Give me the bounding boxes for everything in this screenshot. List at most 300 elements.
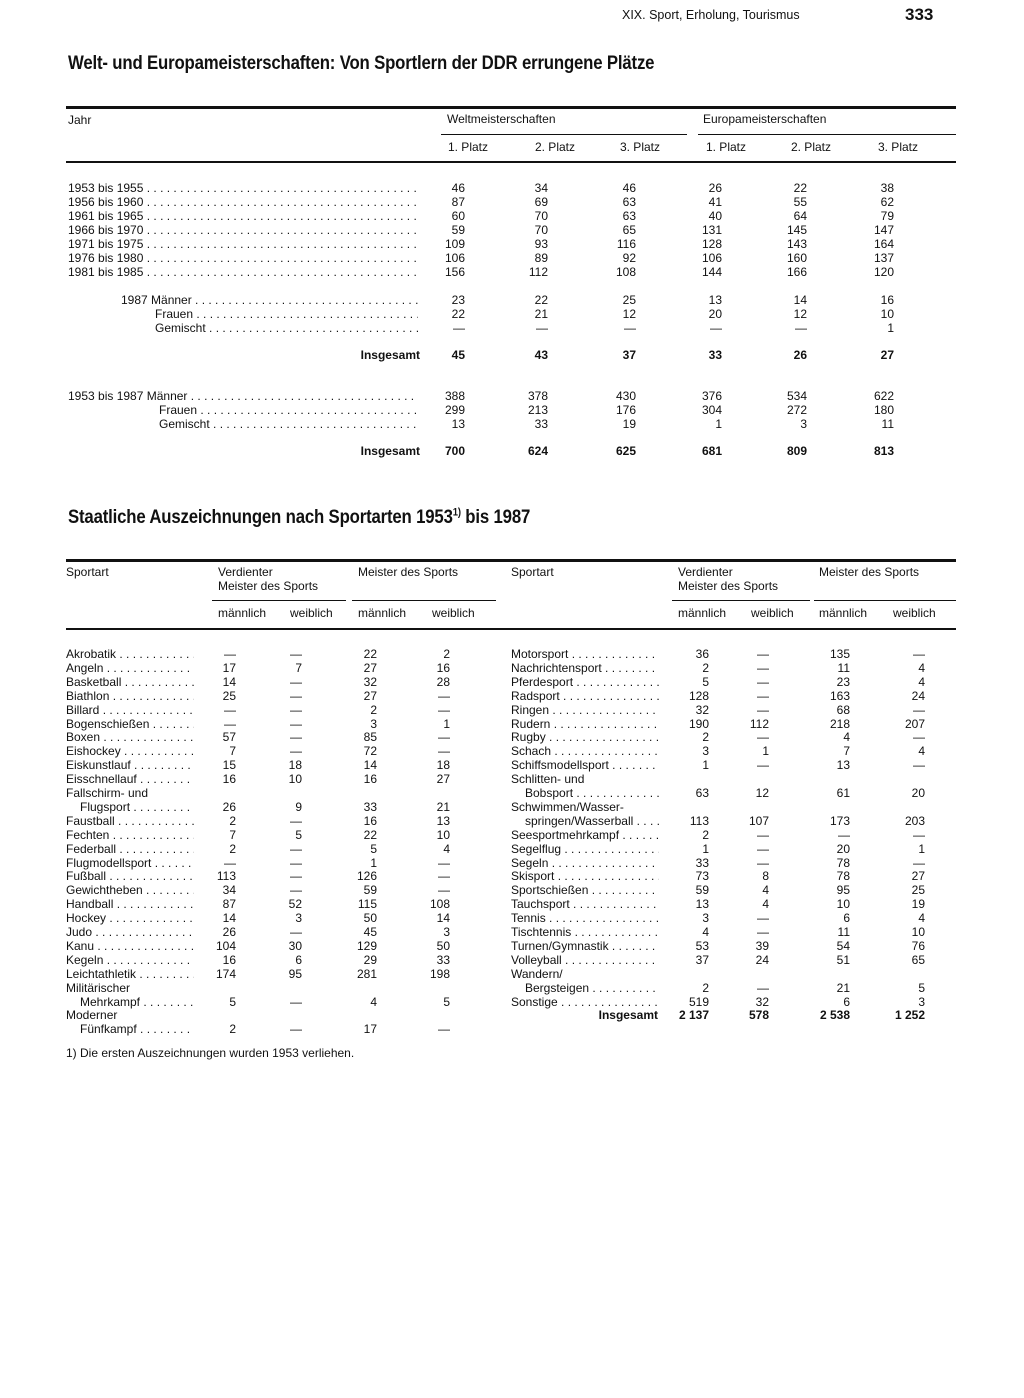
table2-cell: 4 xyxy=(918,660,925,675)
table2-cell: 7 xyxy=(843,744,850,759)
table2-cell: 33 xyxy=(363,799,377,814)
table2-cell: 4 xyxy=(702,925,709,939)
table2-cell: 2 xyxy=(443,647,450,661)
table2-sport-label: Seesportmehrkampf . . . xyxy=(511,828,659,842)
table2-cell: 7 xyxy=(229,744,236,759)
table1-cell: — xyxy=(624,321,636,335)
table2-cell: 7 xyxy=(295,660,302,675)
table1-cell: 430 xyxy=(615,389,636,403)
table2-cell: 17 xyxy=(363,1022,377,1037)
table1-row-label: 1953 bis 1955 . . . xyxy=(68,181,418,195)
table1-cell: 79 xyxy=(880,209,894,223)
table2-cell: — xyxy=(290,869,302,884)
table2-cell: 10 xyxy=(836,897,850,912)
table1-cell: 12 xyxy=(793,307,807,321)
table2-sport-label: Sonstige . . . xyxy=(511,995,659,1009)
table2-cell: 9 xyxy=(295,799,302,814)
table2-cell: 104 xyxy=(215,938,236,953)
table2-group-vms-left-2: Meister des Sports xyxy=(218,579,319,593)
table2-cell: 16 xyxy=(436,660,450,675)
table1-cell: — xyxy=(795,321,807,335)
table2-cell: 24 xyxy=(911,688,925,703)
table2-cell: — xyxy=(913,647,925,661)
table2-cell: 129 xyxy=(356,938,377,953)
table1-cell: 89 xyxy=(534,251,548,265)
table2-sport-label: Judo . . . xyxy=(66,925,194,939)
table2-cell: 5 xyxy=(918,980,925,995)
table1-title: Welt- und Europameisterschaften: Von Sportlern der DDR errungene Plätze xyxy=(68,52,655,74)
table1-group-wm: Weltmeisterschaften xyxy=(447,112,556,126)
table1-cell: 13 xyxy=(708,293,722,307)
table2-sport-label: Motorsport . . . xyxy=(511,647,659,661)
table2-cell: 15 xyxy=(222,758,236,773)
table2-sport-label: Flugmodellsport . . . xyxy=(66,856,194,870)
table1-total-label: Insgesamt xyxy=(360,348,420,362)
table2-sport-label: Akrobatik . . . xyxy=(66,647,194,661)
table1-cell: 55 xyxy=(793,195,807,209)
table2-cell: — xyxy=(290,813,302,828)
table2-cell: 135 xyxy=(829,647,850,661)
table1-row-label: 1981 bis 1985 . . . xyxy=(68,265,418,279)
table1-cell: 106 xyxy=(701,251,722,265)
table2-cell: — xyxy=(438,883,450,898)
table2-cell: — xyxy=(438,744,450,759)
table1-cell: 378 xyxy=(527,389,548,403)
table2-sport-label-cont: Mehrkampf . . . xyxy=(80,995,194,1009)
table2-cell: 163 xyxy=(829,688,850,703)
table2-total-cell: 2 538 xyxy=(819,1008,850,1023)
table2-vms-right-rule xyxy=(672,600,810,601)
table1-cell: 19 xyxy=(622,417,636,431)
table2-cell: 1 xyxy=(702,841,709,856)
table2-cell: 16 xyxy=(222,952,236,967)
table2-cell: — xyxy=(290,994,302,1009)
table2-cell: 10 xyxy=(436,827,450,842)
table2-sport-label: Tauchsport . . . xyxy=(511,897,659,911)
table1-cell: 147 xyxy=(873,223,894,237)
table1-cell: 41 xyxy=(708,195,722,209)
table2-sport-label: Sportschießen . . . xyxy=(511,883,659,897)
table2-cell: 17 xyxy=(222,660,236,675)
table2-cell: 26 xyxy=(222,925,236,939)
table2-title-main: Staatliche Auszeichnungen nach Sportarten 1953 xyxy=(68,506,453,528)
table1-em-rule xyxy=(698,134,956,135)
table2-sport-label: Nachrichtensport . . . xyxy=(511,661,659,675)
table1-cell: 137 xyxy=(873,251,894,265)
table1-cell: 624 xyxy=(527,444,548,458)
table2-cell: 113 xyxy=(689,813,709,828)
table1-top-rule xyxy=(66,106,956,109)
table2-cell: 4 xyxy=(762,883,769,898)
table2-cell: 87 xyxy=(222,897,236,912)
table2-cell: — xyxy=(224,716,236,731)
table2-cell: — xyxy=(913,855,925,870)
table2-cell: 19 xyxy=(911,897,925,912)
table2-cell: 6 xyxy=(295,952,302,967)
table2-cell: 16 xyxy=(363,772,377,787)
table1-total-label: Insgesamt xyxy=(360,444,420,458)
table1-cell: 37 xyxy=(622,348,636,362)
table2-cell: 3 xyxy=(443,925,450,939)
table1-cell: 11 xyxy=(881,417,894,431)
table2-cell: 32 xyxy=(695,702,709,717)
table2-cell: 4 xyxy=(762,897,769,912)
table2-sport-label: Pferdesport . . . xyxy=(511,675,659,689)
table2-header-rule xyxy=(66,628,956,630)
table2-cell: — xyxy=(438,702,450,717)
table2-cell: 16 xyxy=(363,813,377,828)
table2-cell: — xyxy=(438,1022,450,1037)
table2-cell: — xyxy=(224,647,236,661)
table2-cell: 29 xyxy=(363,952,377,967)
table2-cell: — xyxy=(913,730,925,745)
table2-sport-label: Kegeln . . . xyxy=(66,953,194,967)
table2-cell: 3 xyxy=(918,994,925,1009)
table1-row-label: 1971 bis 1975 . . . xyxy=(68,237,418,251)
table2-cell: 112 xyxy=(749,716,769,731)
table2-cell: 78 xyxy=(836,855,850,870)
table2-cell: 13 xyxy=(836,758,850,773)
table1-cell: 156 xyxy=(444,265,465,279)
table2-cell: 207 xyxy=(904,716,925,731)
table1-cell: 108 xyxy=(615,265,636,279)
table2-sport-label: Faustball . . . xyxy=(66,814,194,828)
table2-cell: 8 xyxy=(762,869,769,884)
table2-cell: 4 xyxy=(443,841,450,856)
table2-cell: 59 xyxy=(363,883,377,898)
table2-cell: 23 xyxy=(836,674,850,689)
table2-cell: 26 xyxy=(222,799,236,814)
table1-cell: — xyxy=(453,321,465,335)
table2-sport-label: Fallschirm- und xyxy=(66,786,149,800)
table2-sport-label: Leichtathletik . . . xyxy=(66,967,194,981)
table2-cell: 22 xyxy=(363,647,377,661)
table2-cell: — xyxy=(290,647,302,661)
table2-cell: 1 xyxy=(370,855,377,870)
table2-cell: 72 xyxy=(363,744,377,759)
table2-title xyxy=(68,506,530,529)
table2-cell: 14 xyxy=(222,674,236,689)
table1-cell: 681 xyxy=(701,444,722,458)
table2-cell: 1 xyxy=(918,841,925,856)
table2-sport-label: Hockey . . . xyxy=(66,911,194,925)
table2-sport-label: Biathlon . . . xyxy=(66,689,194,703)
table2-sport-label-cont: Flugsport . . . xyxy=(80,800,194,814)
table2-cell: — xyxy=(290,730,302,745)
table2-sub-w-4: weiblich xyxy=(893,606,936,620)
table2-cell: 22 xyxy=(363,827,377,842)
table1-cell: 3 xyxy=(800,417,807,431)
table2-cell: 16 xyxy=(222,772,236,787)
table2-cell: — xyxy=(913,827,925,842)
table2-cell: 14 xyxy=(363,758,377,773)
table1-cell: 25 xyxy=(622,293,636,307)
table2-sport-label: Segelflug . . . xyxy=(511,842,659,856)
table2-cell: — xyxy=(290,855,302,870)
table2-total-label: Insgesamt xyxy=(598,1008,658,1023)
table1-cell: 160 xyxy=(786,251,807,265)
table2-cell: — xyxy=(290,688,302,703)
table2-sport-label: Eisschnellauf . . . xyxy=(66,772,194,786)
table2-sport-label: Angeln . . . xyxy=(66,661,194,675)
table1-cell: 809 xyxy=(786,444,807,458)
table2-cell: — xyxy=(757,688,769,703)
table2-cell: 3 xyxy=(702,911,709,926)
table2-cell: — xyxy=(757,660,769,675)
table2-cell: 39 xyxy=(755,938,769,953)
table2-cell: 54 xyxy=(836,938,850,953)
table2-cell: 11 xyxy=(837,660,850,675)
table2-cell: 63 xyxy=(695,786,709,800)
table1-cell: 144 xyxy=(701,265,722,279)
table2-cell: 34 xyxy=(222,883,236,898)
table2-sport-label-cont: Fünfkampf . . . xyxy=(80,1022,194,1036)
table1-cell: 40 xyxy=(708,209,722,223)
table1-cell: 534 xyxy=(786,389,807,403)
table1-place-header-4: 1. Platz xyxy=(705,140,746,154)
table2-cell: 27 xyxy=(436,772,450,787)
table2-cell: — xyxy=(757,841,769,856)
table2-cell: 519 xyxy=(688,994,709,1009)
table1-cell: 46 xyxy=(622,181,636,195)
table1-cell: 622 xyxy=(873,389,894,403)
table2-cell: 25 xyxy=(222,688,236,703)
table2-cell: 2 xyxy=(702,660,709,675)
table1-cell: 63 xyxy=(622,209,636,223)
table2-cell: 190 xyxy=(688,716,709,731)
table2-cell: 2 xyxy=(229,813,236,828)
table2-sub-w-1: weiblich xyxy=(290,606,333,620)
table1-cell: 1 xyxy=(887,321,894,335)
table1-cell: 33 xyxy=(534,417,548,431)
table2-cell: 2 xyxy=(229,1022,236,1037)
table2-sport-label-cont: springen/Wasserball . . . xyxy=(525,814,659,828)
table2-sport-label: Handball . . . xyxy=(66,897,194,911)
table1-place-header-1: 1. Platz xyxy=(447,140,488,154)
table2-cell: 3 xyxy=(370,716,377,731)
table2-cell: — xyxy=(290,744,302,759)
table2-cell: 27 xyxy=(363,660,377,675)
table2-cell: — xyxy=(757,855,769,870)
table2-sport-label-cont: Bergsteigen . . . xyxy=(525,981,659,995)
table2-sport-label: Federball . . . xyxy=(66,842,194,856)
table2-cell: 5 xyxy=(370,841,377,856)
table2-cell: 14 xyxy=(222,911,236,926)
table2-cell: — xyxy=(757,758,769,773)
table1-cell: 143 xyxy=(786,237,807,251)
table2-cell: 50 xyxy=(436,938,450,953)
table2-sport-label: Basketball . . . xyxy=(66,675,194,689)
table2-cell: 95 xyxy=(288,966,302,981)
table2-sport-label: Tischtennis . . . xyxy=(511,925,659,939)
table1-cell: 109 xyxy=(444,237,465,251)
table2-cell: — xyxy=(913,758,925,773)
table1-place-header-2: 2. Platz xyxy=(534,140,575,154)
table2-cell: 61 xyxy=(836,786,850,800)
table1-cell: 70 xyxy=(534,209,548,223)
table2-cell: 198 xyxy=(429,966,450,981)
table1-place-header-6: 3. Platz xyxy=(877,140,918,154)
table2-cell: 85 xyxy=(363,730,377,745)
table2-ms-left-rule xyxy=(352,600,496,601)
table1-col-year: Jahr xyxy=(68,113,92,127)
table2-sport-label: Fechten . . . xyxy=(66,828,194,842)
table2-cell: 57 xyxy=(222,730,236,745)
table1-row-label: 1961 bis 1965 . . . xyxy=(68,209,418,223)
table2-cell: 4 xyxy=(918,911,925,926)
table2-col-sport-right: Sportart xyxy=(511,565,554,579)
table1-cell: 23 xyxy=(451,293,465,307)
table1-cell: 34 xyxy=(534,181,548,195)
table2-cell: 174 xyxy=(215,966,236,981)
table2-sport-label: Volleyball . . . xyxy=(511,953,659,967)
table1-cell: 46 xyxy=(451,181,465,195)
table2-cell: 4 xyxy=(918,744,925,759)
table1-cell: 166 xyxy=(786,265,807,279)
table2-sport-label: Fußball . . . xyxy=(66,869,194,883)
table2-cell: 37 xyxy=(695,952,709,967)
table1-place-header-3: 3. Platz xyxy=(619,140,660,154)
table1-cell: 87 xyxy=(451,195,465,209)
table2-cell: 173 xyxy=(829,813,850,828)
table2-vms-left-rule xyxy=(212,600,346,601)
table1-cell: 14 xyxy=(793,293,807,307)
table2-sport-label: Rugby . . . xyxy=(511,730,659,744)
table1-row-label: 1953 bis 1987 Männer . . . xyxy=(68,389,418,403)
page-number: 333 xyxy=(905,5,934,24)
table1-cell: 131 xyxy=(701,223,722,237)
table2-sub-m-1: männlich xyxy=(218,606,267,620)
table1-cell: 10 xyxy=(880,307,894,321)
table2-sport-label: Moderner xyxy=(66,1008,118,1023)
table2-cell: 59 xyxy=(695,883,709,898)
table2-cell: 203 xyxy=(904,813,925,828)
table2-total-cell: 1 252 xyxy=(894,1008,925,1023)
table2-cell: 28 xyxy=(436,674,450,689)
table1-group-em: Europameisterschaften xyxy=(703,112,827,126)
table2-cell: 27 xyxy=(911,869,925,884)
table2-cell: — xyxy=(757,827,769,842)
table2-cell: 78 xyxy=(836,869,850,884)
table1-cell: 59 xyxy=(451,223,465,237)
table1-cell: 625 xyxy=(615,444,636,458)
table2-cell: 1 xyxy=(443,716,450,731)
table2-cell: 53 xyxy=(695,938,709,953)
table1-row-label: 1987 Männer . . . xyxy=(121,293,418,307)
table2-top-rule xyxy=(66,559,956,562)
table2-sport-label: Wandern/ xyxy=(511,966,563,981)
table1-cell: 272 xyxy=(786,403,807,417)
table2-group-vms-left-1: Verdienter xyxy=(218,565,273,579)
table2-cell: 281 xyxy=(356,966,377,981)
table2-group-vms-right-2: Meister des Sports xyxy=(678,579,779,593)
table2-cell: — xyxy=(438,869,450,884)
table2-sport-label: Militärischer xyxy=(66,980,131,995)
table2-cell: 5 xyxy=(443,994,450,1009)
table1-cell: 38 xyxy=(880,181,894,195)
table2-cell: 68 xyxy=(836,702,850,717)
table1-cell: 12 xyxy=(622,307,636,321)
table2-sport-label: Radsport . . . xyxy=(511,689,659,703)
table2-cell: 5 xyxy=(702,674,709,689)
table1-cell: 70 xyxy=(534,223,548,237)
table1-row-label: Frauen . . . xyxy=(159,403,418,417)
table2-sport-label: Gewichtheben . . . xyxy=(66,883,194,897)
table1-cell: 92 xyxy=(622,251,636,265)
table2-cell: — xyxy=(290,883,302,898)
table2-cell: 51 xyxy=(836,952,850,967)
running-title: XIX. Sport, Erholung, Tourismus xyxy=(622,8,800,22)
table2-sport-label-cont: Bobsport . . . xyxy=(525,786,659,800)
table2-sub-w-3: weiblich xyxy=(751,606,794,620)
table2-ms-right-rule xyxy=(814,600,956,601)
table2-cell: — xyxy=(290,841,302,856)
table1-cell: 1 xyxy=(715,417,722,431)
table1-cell: 700 xyxy=(444,444,465,458)
table1-cell: 65 xyxy=(622,223,636,237)
table1-cell: 128 xyxy=(701,237,722,251)
table2-cell: 11 xyxy=(837,925,850,939)
table2-cell: 95 xyxy=(836,883,850,898)
table2-sport-label: Schlitten- und xyxy=(511,772,585,787)
table2-cell: 45 xyxy=(363,925,377,939)
table2-sport-label: Boxen . . . xyxy=(66,730,194,744)
table2-sub-m-3: männlich xyxy=(678,606,727,620)
table1-row-label: 1956 bis 1960 . . . xyxy=(68,195,418,209)
table1-cell: 63 xyxy=(622,195,636,209)
table1-cell: 120 xyxy=(873,265,894,279)
table2-cell: — xyxy=(290,716,302,731)
table2-cell: 4 xyxy=(370,994,377,1009)
table2-cell: 218 xyxy=(829,716,850,731)
table1-row-label: Gemischt . . . xyxy=(159,417,418,431)
table1-cell: 299 xyxy=(444,403,465,417)
table2-cell: 14 xyxy=(436,911,450,926)
table2-cell: 3 xyxy=(702,744,709,759)
table2-sub-m-2: männlich xyxy=(358,606,407,620)
table2-sport-label: Eiskunstlauf . . . xyxy=(66,758,194,772)
table2-cell: 20 xyxy=(911,786,925,800)
table2-cell: 115 xyxy=(357,897,377,912)
table2-sport-label: Kanu . . . xyxy=(66,939,194,953)
table1-cell: 22 xyxy=(451,307,465,321)
table1-cell: 116 xyxy=(616,237,636,251)
table1-cell: 388 xyxy=(444,389,465,403)
table1-cell: 26 xyxy=(708,181,722,195)
table1-cell: 180 xyxy=(873,403,894,417)
table2-title-footnote-mark: 1) xyxy=(452,506,461,519)
table2-cell: 33 xyxy=(436,952,450,967)
table2-cell: 76 xyxy=(911,938,925,953)
table2-cell: 4 xyxy=(918,674,925,689)
table1-row-label: Gemischt . . . xyxy=(155,321,418,335)
table2-group-ms-left: Meister des Sports xyxy=(358,565,459,579)
table2-group-vms-right-1: Verdienter xyxy=(678,565,733,579)
table2-sport-label: Rudern . . . xyxy=(511,717,659,731)
table1-cell: 376 xyxy=(701,389,722,403)
table2-sport-label: Bogenschießen . . . xyxy=(66,717,194,731)
table1-cell: 145 xyxy=(786,223,807,237)
table2-cell: 1 xyxy=(762,744,769,759)
table1-wm-rule xyxy=(441,134,687,135)
table2-cell: 6 xyxy=(843,911,850,926)
table2-cell: 33 xyxy=(695,855,709,870)
table2-group-ms-right: Meister des Sports xyxy=(819,565,920,579)
table2-cell: 13 xyxy=(436,813,450,828)
table1-cell: 112 xyxy=(528,265,548,279)
table2-sport-label: Skisport . . . xyxy=(511,869,659,883)
table2-cell: 18 xyxy=(288,758,302,773)
